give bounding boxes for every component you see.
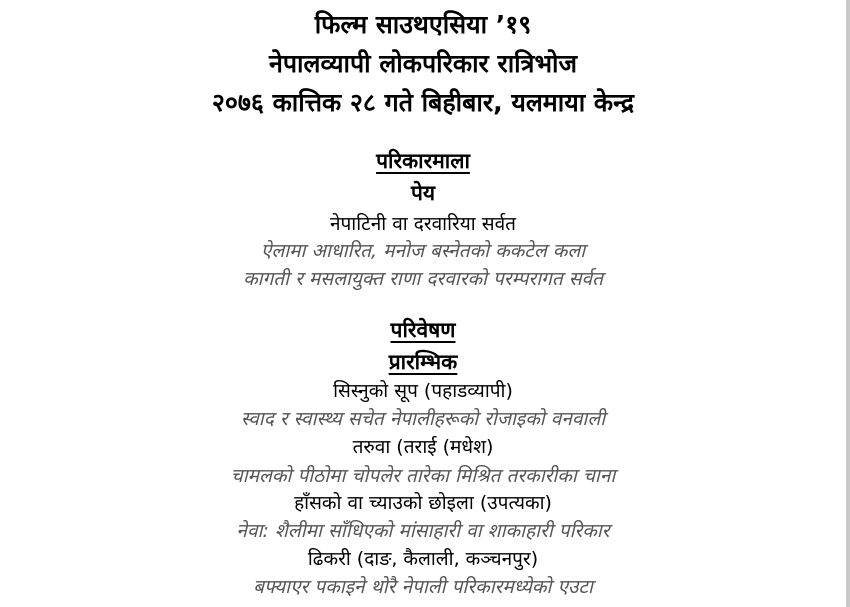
event-title: फिल्म साउथएसिया ’१९	[314, 10, 532, 39]
event-date-venue: २०७६ कात्तिक २८ गते बिहीबार, यलमाया केन्द्र	[211, 88, 635, 117]
page-edge	[846, 0, 850, 607]
drink-description: ऐलामा आधारित, मनोज बस्नेतको ककटेल कला	[260, 240, 586, 262]
dish-name: तरुवा (तराई (मधेश)	[352, 436, 494, 458]
dish-description: बफ्याएर पकाइने थोरै नेपाली परिकारमध्येको एउटा	[253, 576, 593, 598]
event-subtitle: नेपालव्यापी लोकपरिकार रात्रिभोज	[268, 49, 578, 78]
menu-heading: परिकारमाला	[376, 149, 470, 173]
drink-description: कागती र मसलायुक्त राणा दरवारको परम्परागत सर्वत	[243, 268, 603, 290]
dish-name: हाँसको वा च्याउको छोइला (उपत्यका)	[294, 492, 552, 514]
dish-name: ढिकरी (दाङ, कैलाली, कञ्चनपुर)	[307, 548, 539, 570]
starter-title: प्रारम्भिक	[388, 350, 458, 374]
dish-description: स्वाद र स्वास्थ्य सचेत नेपालीहरूको रोजाइको वनवाली	[240, 408, 606, 430]
dish-description: नेवा: शैलीमा साँधिएको मांसाहारी वा शाकाहारी परिकार	[236, 520, 610, 542]
service-heading: परिवेषण	[390, 318, 456, 342]
drink-item-name: नेपाटिनी वा दरवारिया सर्वत	[329, 213, 517, 235]
dish-name: सिस्नुको सूप (पहाडव्यापी)	[333, 380, 513, 402]
dish-description: चामलको पीठोमा चोपलेर तारेका मिश्रित तरकारीका चाना	[230, 465, 616, 487]
drinks-title: पेय	[410, 181, 436, 205]
